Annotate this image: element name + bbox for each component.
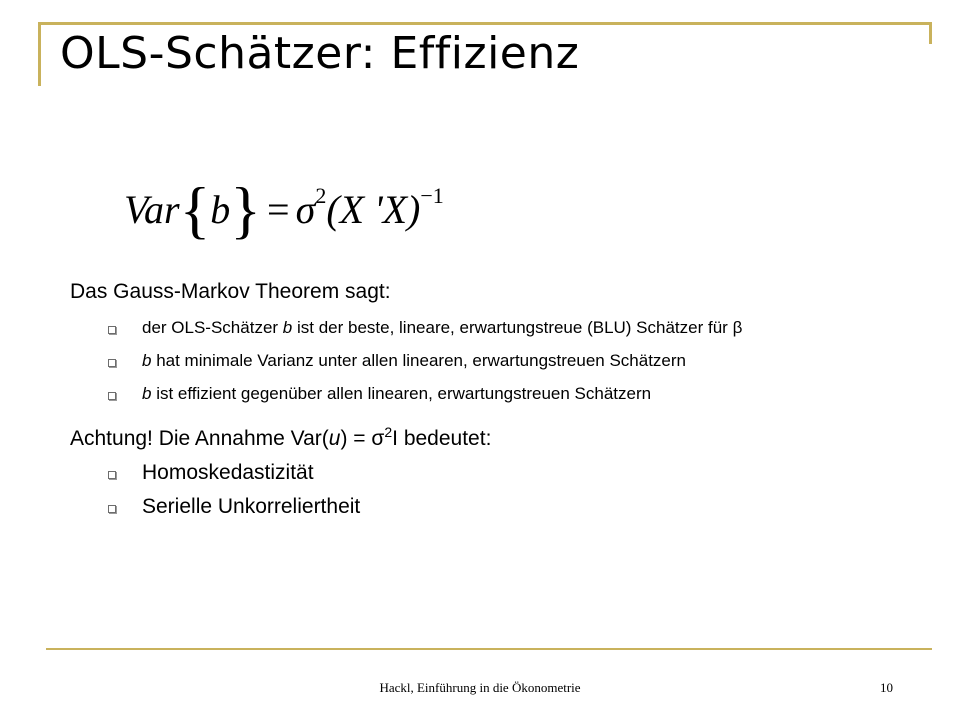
variance-formula	[124, 174, 444, 245]
assumption-point-label: Homoskedastizität	[142, 461, 314, 484]
point-var: b	[142, 351, 152, 370]
theorem-point	[70, 316, 890, 339]
formula-sigma-exp: 2	[315, 183, 327, 208]
assumption-point	[70, 459, 890, 487]
point-text: hat minimale Varianz unter allen linearen, erwartungstreuen Schätzern	[151, 351, 686, 370]
page-number: 10	[880, 680, 893, 695]
footer-divider-line	[46, 648, 932, 650]
formula-arg: b	[210, 187, 231, 232]
point-var: b	[282, 318, 293, 337]
square-bullet-icon	[108, 392, 116, 400]
assumption-point-label: Serielle Unkorreliertheit	[142, 495, 361, 518]
formula-matrix-exp: −1	[420, 183, 444, 208]
formula-var: Var	[124, 187, 180, 232]
formula-equals: =	[267, 187, 290, 232]
assumption-text: ) =	[340, 427, 372, 450]
point-text: ist effizient gegenüber allen linearen, erwartungstreuen Schätzern	[151, 384, 652, 403]
slide-body	[70, 278, 890, 521]
point-text: ist der beste, lineare, erwartungstreue (BLU) Schätzer für	[292, 318, 733, 337]
theorem-heading: Das Gauss-Markov Theorem sagt:	[70, 280, 391, 303]
theorem-point	[70, 382, 890, 405]
assumption-text: Achtung! Die Annahme Var(	[70, 427, 329, 450]
formula-matrix: (X 'X)	[326, 187, 421, 232]
right-accent-tick	[929, 22, 932, 44]
left-accent-line	[38, 22, 41, 86]
assumption-var: u	[328, 427, 341, 450]
assumption-point	[70, 493, 890, 521]
square-bullet-icon	[108, 359, 116, 367]
assumption-text: I bedeutet:	[392, 427, 492, 450]
formula-sigma: σ	[295, 187, 316, 232]
formula-left-brace: {	[179, 174, 211, 245]
slide-title: OLS-Schätzer: Effizienz	[60, 28, 580, 79]
sigma-exponent: 2	[384, 424, 393, 440]
square-bullet-icon	[108, 505, 116, 513]
sigma-symbol: σ	[371, 427, 385, 450]
point-text: der OLS-Schätzer	[142, 318, 283, 337]
square-bullet-icon	[108, 326, 116, 334]
theorem-point	[70, 349, 890, 372]
beta-symbol: β	[732, 318, 743, 337]
footer-text: Hackl, Einführung in die Ökonometrie	[379, 680, 581, 695]
formula-right-brace: }	[230, 174, 262, 245]
top-divider-line	[38, 22, 932, 25]
square-bullet-icon	[108, 471, 116, 479]
point-var: b	[142, 384, 152, 403]
assumption-heading	[70, 425, 890, 453]
